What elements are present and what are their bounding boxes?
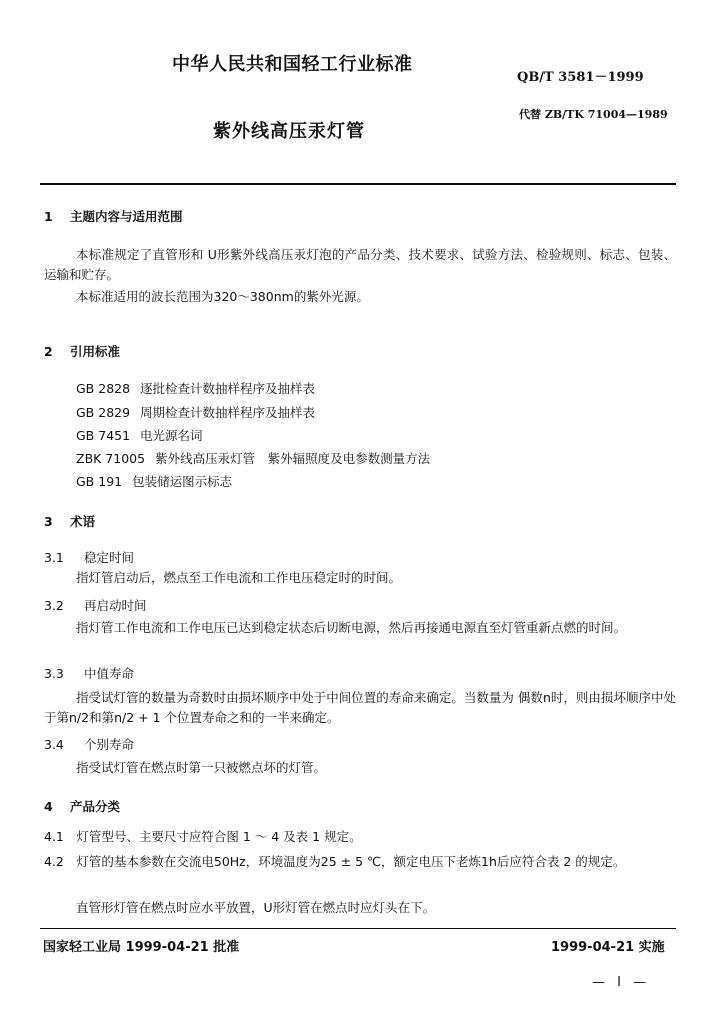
term-heading [44,596,147,614]
term-number: 3.4 [44,737,64,752]
implementation-date: 1999-04-21 实施 [551,940,665,955]
clause-4-2-note: 直管形灯管在燃点时应水平放置，U形灯管在燃点时应灯头在下。 [76,900,436,915]
section-number: 3 [44,514,53,529]
section-4-heading [44,797,120,815]
section-1-paragraph-1: 本标准规定了直管形和 U形紫外线高压汞灯泡的产品分类、技术要求、试验方法、检验规则、标志、包装、运输和贮存。 [44,247,676,282]
reference-name: 周期检查计数抽样程序及抽样表 [140,405,316,420]
section-title: 引用标准 [70,344,121,359]
standard-number: QB/T 3581－1999 [517,70,644,85]
footer-divider [40,928,676,929]
term-title: 中值寿命 [84,666,135,681]
reference-code: ZBK 71005 [76,451,146,466]
reference-item [76,426,203,444]
section-2-heading [44,342,120,360]
replaces-standard: 代替 ZB/TK 71004—1989 [519,108,668,121]
term-number: 3.3 [44,666,64,681]
section-3-heading [44,512,95,530]
term-definition: 指受试灯管的数量为奇数时由损坏顺序中处于中间位置的寿命来确定。当数量为 偶数n时，则由损坏顺序中处于第n/2和第n/2 + 1 个位置寿命之和的一半来确定。 [44,690,676,725]
reference-item [76,403,315,421]
section-number: 1 [44,209,53,224]
reference-item [76,472,232,490]
section-title: 术语 [70,514,96,529]
term-title: 稳定时间 [84,550,135,565]
header-divider [40,183,676,185]
term-definition: 指灯管工作电流和工作电压已达到稳定状态后切断电源，然后再接通电源直至灯管重新点燃的时间。 [76,620,627,635]
clause-4-1: 4.1 灯管型号、主要尺寸应符合图 1 ～ 4 及表 1 规定。 [44,829,362,844]
reference-code: GB 2828 [76,381,131,396]
standard-category-title: 中华人民共和国轻工行业标准 [172,54,413,75]
term-title: 个别寿命 [84,737,135,752]
page-number: — I — [592,975,651,990]
term-heading [44,548,134,566]
section-number: 2 [44,344,53,359]
term-number: 3.1 [44,550,64,565]
section-1-paragraph-2: 本标准适用的波长范围为320～380nm的紫外光源。 [76,289,369,304]
approval-line: 国家轻工业局 1999-04-21 批准 [43,940,240,955]
reference-name: 逐批检查计数抽样程序及抽样表 [140,381,316,396]
term-number: 3.2 [44,598,64,613]
reference-item [76,379,315,397]
reference-code: GB 191 [76,474,123,489]
reference-code: GB 7451 [76,428,131,443]
reference-name: 紫外线高压汞灯管 紫外辐照度及电参数测量方法 [155,451,431,466]
document-title: 紫外线高压汞灯管 [213,121,365,142]
term-title: 再启动时间 [84,598,147,613]
section-1-heading [44,207,183,225]
section-title: 主题内容与适用范围 [70,209,183,224]
reference-item [76,449,430,467]
section-title: 产品分类 [70,799,121,814]
section-number: 4 [44,799,53,814]
term-definition: 指受试灯管在燃点时第一只被燃点坏的灯管。 [76,760,327,775]
clause-4-2: 4.2 灯管的基本参数在交流电50Hz，环境温度为25 ± 5 ℃，额定电压下老炼1h后应符合表 2 的规定。 [44,854,626,869]
reference-name: 电光源名词 [140,428,203,443]
term-heading [44,664,134,682]
term-definition: 指灯管启动后，燃点至工作电流和工作电压稳定时的时间。 [76,570,402,585]
reference-code: GB 2829 [76,405,131,420]
reference-name: 包装储运图示标志 [132,474,233,489]
term-heading [44,735,134,753]
